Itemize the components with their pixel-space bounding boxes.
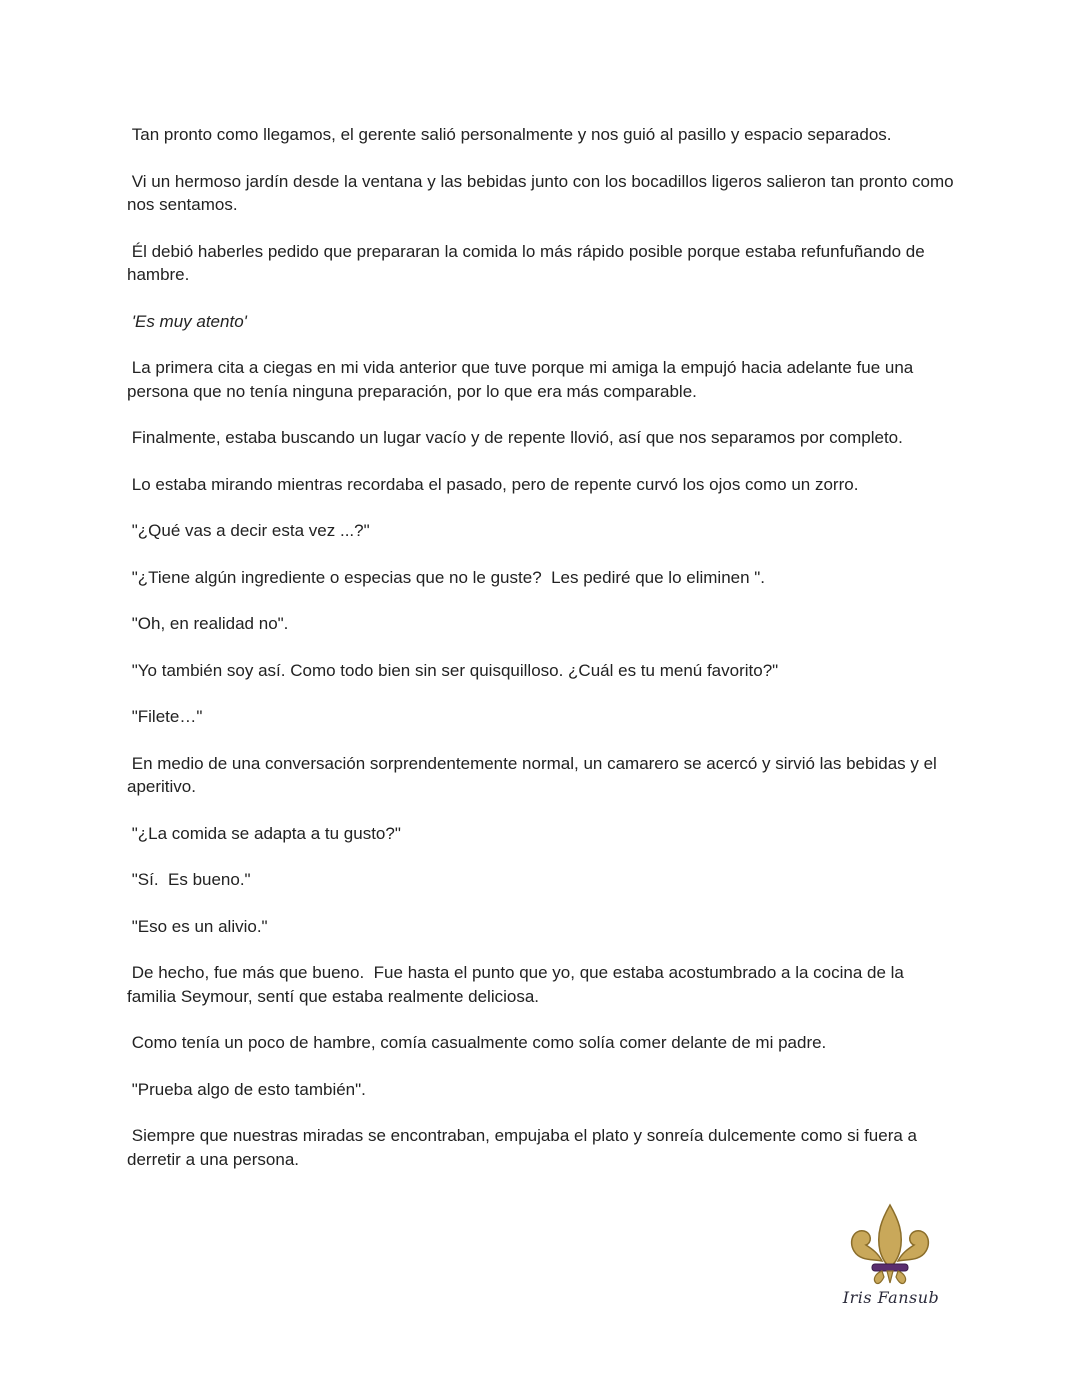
- watermark-logo: [836, 1203, 946, 1315]
- watermark-text: Iris Fansub: [842, 1288, 940, 1307]
- paragraph: "Oh, en realidad no".: [127, 614, 289, 633]
- paragraph: Él debió haberles pedido que prepararan la comida lo más rápido posible porque estaba refunfuñando de hambre.: [127, 241, 930, 284]
- paragraph: "Prueba algo de esto también".: [127, 1079, 366, 1099]
- paragraph: "¿Tiene algún ingrediente o especias que no le guste? Les pediré que lo eliminen ".: [127, 567, 766, 587]
- paragraph: De hecho, fue más que bueno. Fue hasta el punto que yo, que estaba acostumbrado a la cocina de la familia Seymour, sentí que estaba realmente deliciosa.: [127, 963, 909, 1006]
- paragraph: En medio de una conversación sorprendentemente normal, un camarero se acercó y sirvió las bebidas y el aperitivo.: [127, 753, 942, 796]
- paragraph: Vi un hermoso jardín desde la ventana y las bebidas junto con los bocadillos ligeros salieron tan pronto como nos sentamos.: [127, 171, 959, 214]
- paragraph: Finalmente, estaba buscando un lugar vacío y de repente llovió, así que nos separamos por completo.: [127, 428, 903, 447]
- document-body: [127, 123, 957, 1194]
- paragraph: Tan pronto como llegamos, el gerente salió personalmente y nos guió al pasillo y espacio separados.: [127, 125, 892, 144]
- paragraph: "Eso es un alivio.": [127, 916, 268, 936]
- paragraph: Siempre que nuestras miradas se encontraban, empujaba el plato y sonreía dulcemente como si fuera a derretir a una persona.: [127, 1126, 922, 1169]
- fleur-de-lis-icon: [842, 1203, 938, 1289]
- paragraph: Como tenía un poco de hambre, comía casualmente como solía comer delante de mi padre.: [127, 1033, 827, 1052]
- paragraph: "Yo también soy así. Como todo bien sin ser quisquilloso. ¿Cuál es tu menú favorito?": [127, 660, 779, 680]
- paragraph: "¿La comida se adapta a tu gusto?": [127, 823, 401, 843]
- paragraph: Lo estaba mirando mientras recordaba el pasado, pero de repente curvó los ojos como un zorro.: [127, 474, 859, 494]
- paragraph: La primera cita a ciegas en mi vida anterior que tuve porque mi amiga la empujó hacia adelante fue una persona que no tenía ninguna preparación, por lo que era más comparable.: [127, 358, 918, 401]
- paragraph: "¿Qué vas a decir esta vez ...?": [127, 521, 370, 540]
- paragraph: 'Es muy atento': [127, 311, 247, 331]
- paragraph: "Filete…": [127, 707, 203, 726]
- paragraph: "Sí. Es bueno.": [127, 870, 251, 889]
